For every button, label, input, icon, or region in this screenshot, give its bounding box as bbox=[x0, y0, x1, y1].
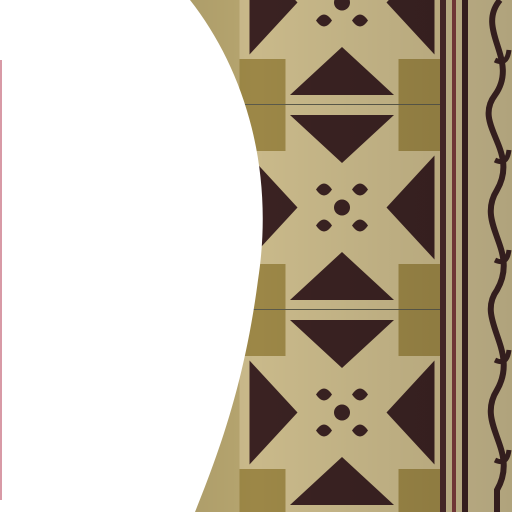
left-edge-line bbox=[0, 60, 2, 500]
